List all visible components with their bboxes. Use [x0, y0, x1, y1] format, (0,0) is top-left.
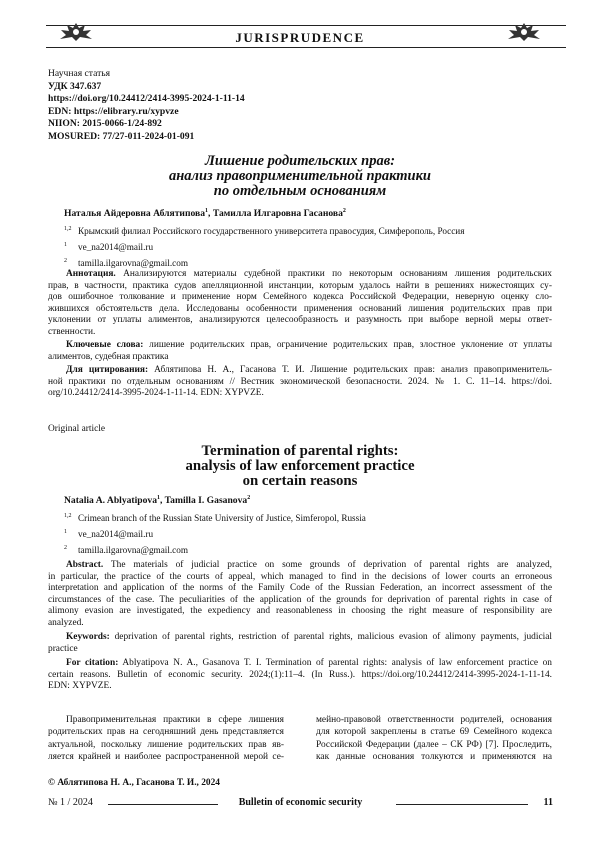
- issue-number: № 1 / 2024: [48, 797, 93, 808]
- en-author-1: Natalia A. Ablyatipova: [64, 495, 158, 507]
- ru-title-line: анализ правоприменительной практики: [169, 168, 431, 184]
- text-line: уклонении от уплаты алиментов, анализируются целесообразность и разумность при выборе верной меры ответ-: [48, 315, 552, 326]
- text-line: Аблятипова Н. А., Гасанова Т. И. Лишение родительских прав: анализ правоприменитель-: [148, 365, 552, 375]
- text-line: дов ошибочное толкование и применение норм Семейного кодекса Российской Федерации, неверную оценку сло-: [48, 292, 552, 303]
- email-link[interactable]: ve_na2014@mail.ru: [78, 242, 154, 253]
- text-line: Правоприменительная практики в сфере лишения: [66, 715, 284, 725]
- en-affiliation: Crimean branch of the Russian State University of Justice, Simferopol, Russia: [78, 513, 366, 524]
- body-column-right: [316, 714, 552, 763]
- ru-title: [0, 154, 600, 199]
- sup: 2: [342, 208, 346, 214]
- section-title: JURISPRUDENCE: [235, 30, 365, 45]
- sup: 2: [247, 495, 251, 501]
- sup: 1: [64, 529, 67, 536]
- ru-authors: Наталья Айдеровна Аблятипова$^1$, Тамилла Илгаровна Гасанова$^2$: [64, 208, 346, 220]
- keywords-label: Keywords:: [66, 632, 110, 642]
- text-line: interpretation and application of the norms of the Family Code of the Russian Federation, an incorrect assessment of the: [48, 583, 552, 594]
- sup: 1: [64, 242, 67, 249]
- ru-keywords: [48, 340, 552, 363]
- text-line: org/10.24412/2414-3995-2024-1-11-14. EDN: XYPVZE.: [48, 388, 264, 399]
- email-link[interactable]: ve_na2014@mail.ru: [78, 529, 154, 540]
- sup: 2: [64, 545, 67, 552]
- udk: УДК 347.637: [48, 80, 102, 92]
- ru-title-line: по отдельным основаниям: [213, 183, 387, 199]
- text-line: Российской Федерации (далее – СК РФ) [7]. Проследить,: [316, 739, 552, 750]
- en-keywords: [48, 632, 552, 655]
- en-affiliations: [64, 510, 366, 556]
- en-citation: [48, 658, 552, 693]
- keywords-label: Ключевые слова:: [66, 340, 144, 350]
- doi-link[interactable]: https://doi.org/10.24412/2414-3995-2024-1-11-14: [48, 93, 245, 105]
- text-line: analyzed.: [48, 617, 84, 628]
- text-line: алиментов, судебная практика: [48, 351, 169, 362]
- text-line: родительских прав на сегодняшний день представляется: [48, 727, 284, 738]
- page-number: 11: [543, 797, 553, 808]
- copyright: © Аблятипова Н. А., Гасанова Т. И., 2024: [48, 778, 220, 788]
- text-line: in particular, the practice of the courts of appeal, which managed to find in the decisions of lower courts an erroneous: [48, 571, 552, 582]
- text-line: practice: [48, 643, 78, 654]
- abstract-label: Abstract.: [66, 560, 104, 570]
- citation-label: Для цитирования:: [66, 365, 149, 375]
- sup: 1: [157, 495, 161, 501]
- ru-author-1: Наталья Айдеровна Аблятипова: [64, 208, 206, 220]
- header-rule-top: [46, 25, 566, 26]
- footer-journal: Bulletin of economic security: [238, 797, 363, 808]
- article-type: Научная статья: [48, 68, 111, 79]
- text-line: ной практики по отдельным основаниям // Вестник экономической безопасности. 2024. № 1. С. 11–14. https://doi.: [48, 376, 552, 387]
- text-line: EDN: XYPVZE.: [48, 681, 112, 692]
- original-article-label: Original article: [48, 424, 106, 434]
- en-title: [0, 444, 600, 489]
- email-link[interactable]: tamilla.ilgarovna@gmail.com: [78, 258, 189, 269]
- sup: 1: [205, 208, 209, 214]
- sup: 2: [64, 258, 67, 265]
- sup: 1,2: [64, 513, 72, 519]
- text-line: как данные основания толкуются и применяются на: [316, 751, 552, 762]
- text-line: alimony evasion are investigated, the expediency and reasonableness in choosing the right measure of responsibility are: [48, 606, 552, 617]
- mosured: MOSURED: 77/27-011-2024-01-091: [48, 130, 195, 142]
- page-footer: [48, 797, 553, 811]
- ru-author-2: Тамилла Илгаровна Гасанова: [212, 208, 343, 220]
- body-column-left: [48, 714, 284, 763]
- text-line: certain reasons. Bulletin of economic security. 2024;(1):11–4. (In Russ.). https://doi.org/10.24412/2414-3995-2024-1-11-14.: [48, 669, 552, 680]
- text-line: актуальной, поскольку лишение родительских прав яв-: [48, 739, 284, 750]
- text-line: Ablyatipova N. A., Gasanova T. I. Termination of parental rights: analysis of law enforcement practice on: [118, 658, 552, 668]
- text-line: ляется крайней и наиболее распространенной мерой се-: [48, 751, 284, 762]
- en-abstract: [48, 560, 552, 630]
- article-meta: [48, 68, 568, 144]
- en-title-line: on certain reasons: [242, 473, 358, 489]
- ru-citation: [48, 365, 552, 400]
- text-line: жившихся обстоятельств дела. Исследованы особенности применения оснований лишения родительских прав при: [48, 303, 552, 314]
- text-line: прав, в частности, практика судов апелляционной инстанции, которым удалось найти в решениях нижестоящих су-: [48, 280, 552, 291]
- en-title-line: analysis of law enforcement practice: [185, 458, 415, 474]
- niion: NIION: 2015-0066-1/24-892: [48, 118, 162, 130]
- ru-title-line: Лишение родительских прав:: [204, 153, 396, 169]
- en-author-2: Tamilla I. Gasanova: [164, 495, 248, 507]
- en-authors: Natalia A. Ablyatipova$^1$, Tamilla I. Gasanova$^2$: [64, 495, 251, 507]
- header-rule-bottom: [46, 47, 566, 48]
- text-line: Анализируются материалы судебной практики по некоторым основаниям лишения родительских: [115, 269, 552, 279]
- text-line: The materials of judicial practice on some grounds of deprivation of parental rights are analyzed,: [103, 560, 552, 570]
- text-line: deprivation of parental rights, restriction of parental rights, malicious evasion of alimony payments, judicial: [109, 632, 552, 642]
- text-line: лишение родительских прав, ограничение родительских прав, злостное уклонение от уплаты: [143, 340, 552, 350]
- ru-affiliation: Крымский филиал Российского государственного университета правосудия, Симферополь, Россия: [78, 226, 465, 237]
- ru-affiliations: [64, 223, 464, 269]
- citation-label: For citation:: [66, 658, 119, 668]
- sup: 1,2: [64, 226, 72, 232]
- edn-link[interactable]: EDN: https://elibrary.ru/xypvze: [48, 105, 179, 117]
- text-line: ственности.: [48, 326, 96, 337]
- email-link[interactable]: tamilla.ilgarovna@gmail.com: [78, 545, 189, 556]
- abstract-label: Аннотация.: [66, 269, 116, 279]
- en-title-line: Termination of parental rights:: [201, 443, 399, 459]
- text-line: circumstances of the case. The peculiarities of the application of the grounds for deprivation of parental rights in case of: [48, 594, 552, 605]
- text-line: мейно-правовой ответственности родителей, основания: [316, 715, 552, 725]
- ru-abstract: [48, 269, 552, 339]
- text-line: для которой закреплены в статье 69 Семейного кодекса: [316, 727, 552, 738]
- footer-rule-right: [396, 804, 528, 805]
